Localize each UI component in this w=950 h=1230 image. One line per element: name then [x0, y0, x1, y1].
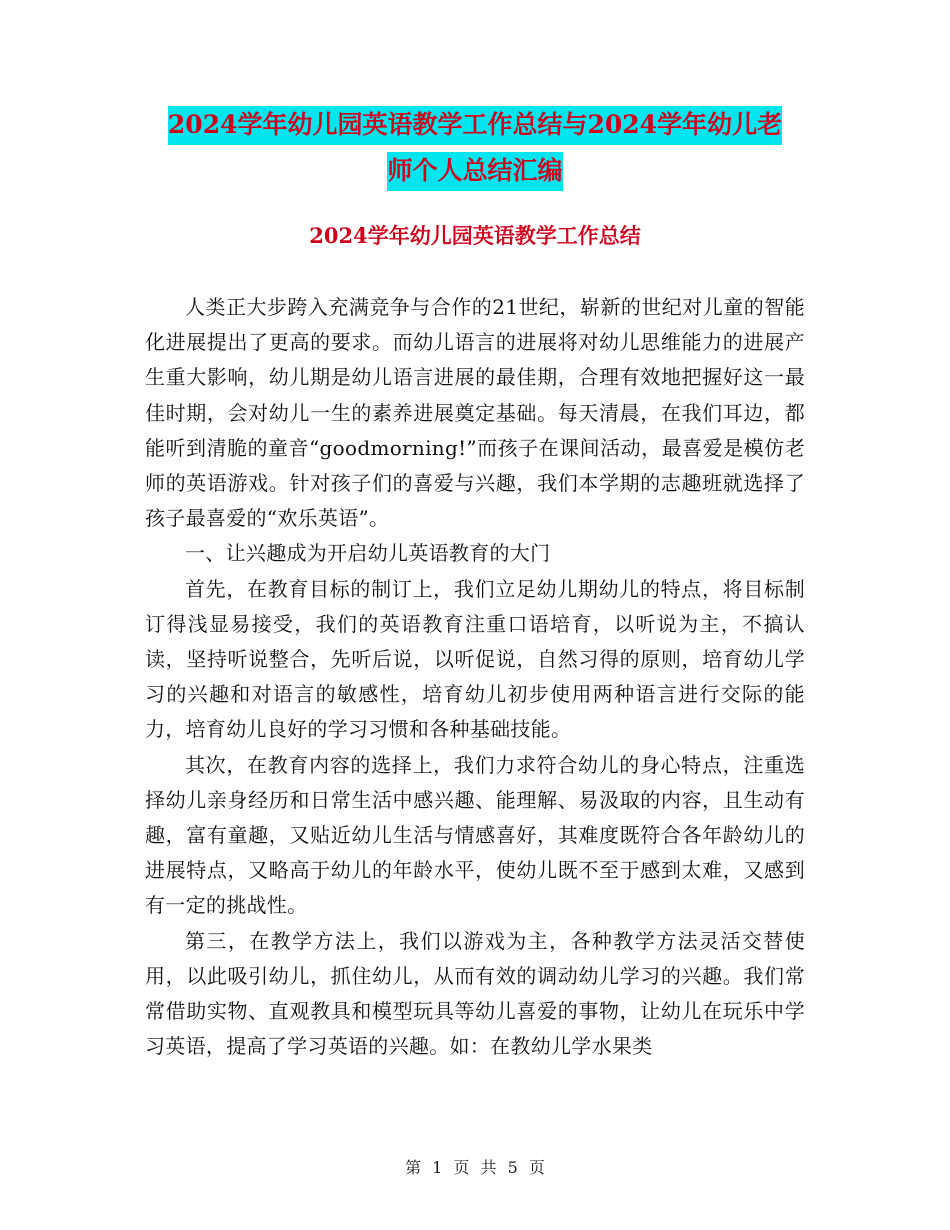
- document-title-line-2: 师个人总结汇编: [387, 152, 562, 191]
- paragraph-second: 其次，在教育内容的选择上，我们力求符合幼儿的身心特点，注重选择幼儿亲身经历和日常生活中感兴趣、能理解、易汲取的内容，且生动有趣，富有童趣，又贴近幼儿生活与情感喜好，其难度既符合各年龄幼儿的进展特点，又略高于幼儿的年龄水平，使幼儿既不至于感到太难，又感到有一定的挑战性。: [145, 752, 805, 918]
- document-body: [145, 290, 805, 1064]
- page-footer: 第 1 页 共 5 页: [405, 1158, 545, 1177]
- section-title: 2024学年幼儿园英语教学工作总结: [309, 223, 641, 248]
- document-title: [0, 112, 950, 204]
- document-title-line-1: 2024学年幼儿园英语教学工作总结与2024学年幼儿老: [168, 106, 782, 145]
- paragraph-first: 首先，在教育目标的制订上，我们立足幼儿期幼儿的特点，将目标制订得浅显易接受，我们的英语教育注重口语培育，以听说为主，不搞认读，坚持听说整合，先听后说，以听促说，自然习得的原则，培育幼儿学习的兴趣和对语言的敏感性，培育幼儿初步使用两种语言进行交际的能力，培育幼儿良好的学习习惯和各种基础技能。: [145, 576, 805, 742]
- paragraph-heading-1: 一、让兴趣成为开启幼儿英语教育的大门: [185, 541, 551, 566]
- paragraph-intro: 人类正大步跨入充满竞争与合作的21世纪，崭新的世纪对儿童的智能化进展提出了更高的要求。而幼儿语言的进展将对幼儿思维能力的进展产生重大影响，幼儿期是幼儿语言进展的最佳期，合理有效地把握好这一最佳时期，会对幼儿一生的素养进展奠定基础。每天清晨，在我们耳边，都能听到清脆的童音“goodmorning!”而孩子在课间活动，最喜爱是模仿老师的英语游戏。针对孩子们的喜爱与兴趣，我们本学期的志趣班就选择了孩子最喜爱的“欢乐英语”。: [145, 295, 805, 531]
- paragraph-third: 第三，在教学方法上，我们以游戏为主，各种教学方法灵活交替使用，以此吸引幼儿，抓住幼儿，从而有效的调动幼儿学习的兴趣。我们常常借助实物、直观教具和模型玩具等幼儿喜爱的事物，让幼儿在玩乐中学习英语，提高了学习英语的兴趣。如：在教幼儿学水果类: [145, 928, 805, 1059]
